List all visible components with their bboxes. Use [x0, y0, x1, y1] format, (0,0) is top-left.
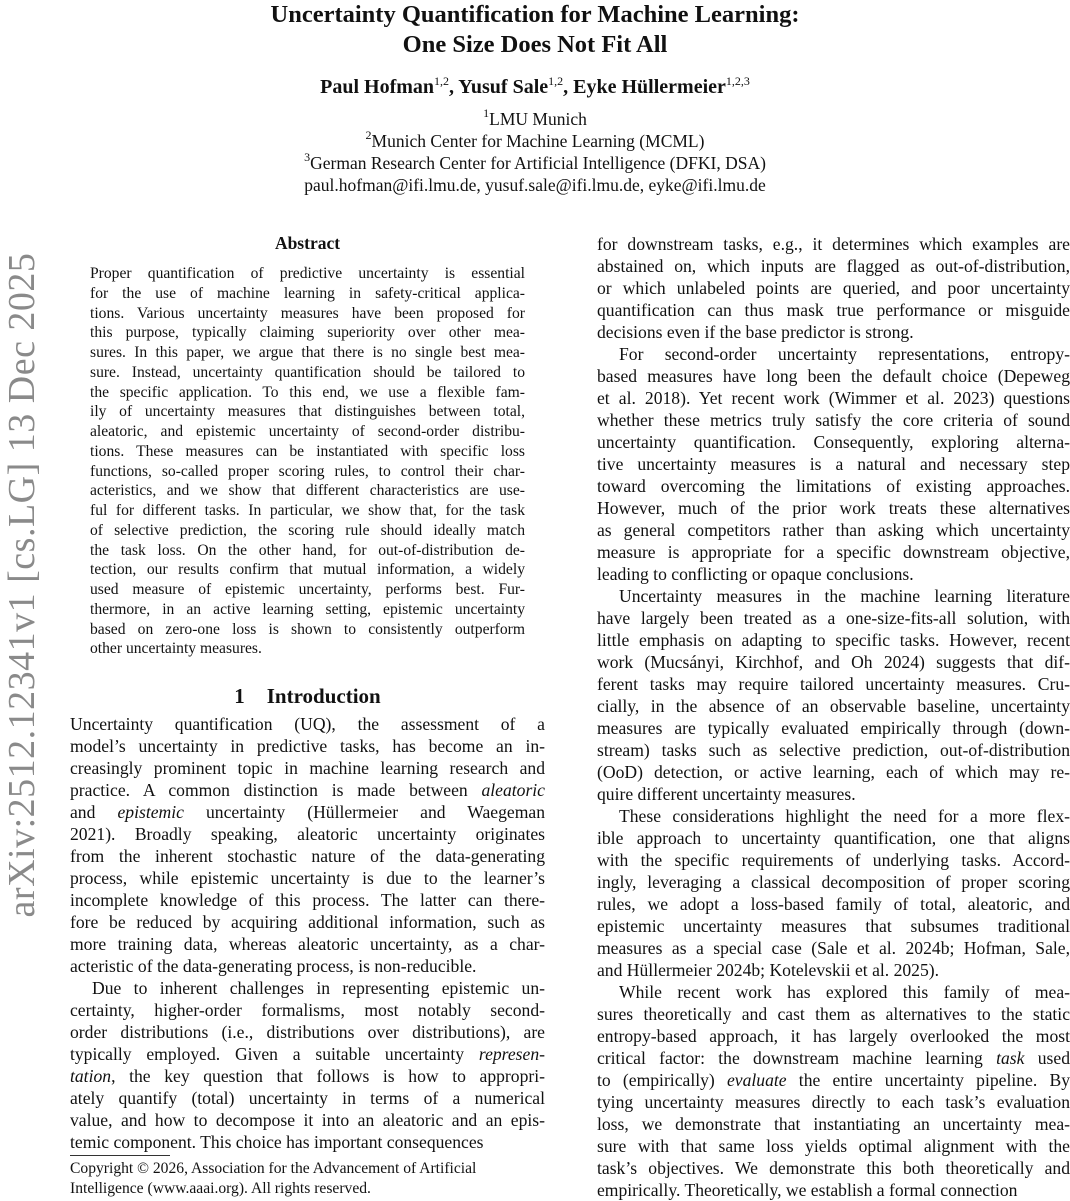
paragraph — [70, 977, 545, 1153]
text-line: the specific application. To this end, we use a flexible fam- — [90, 383, 525, 401]
footnote-rule — [70, 1155, 170, 1156]
text-line: and Hüllermeier 2024b; Kotelevskii et al. 2025). — [597, 960, 940, 980]
text-line: Uncertainty measures in the machine learning literature — [619, 586, 1070, 606]
paragraph — [597, 805, 1070, 981]
left-column-body — [70, 713, 545, 1153]
text-line: task’s objectives. We demonstrate this both theoretically and — [597, 1158, 1070, 1178]
arxiv-watermark: arXiv:2512.12341v1 [cs.LG] 13 Dec 2025 — [1, 252, 43, 918]
affiliation-mark: 2 — [365, 128, 372, 142]
text-line: tive uncertainty measures is a natural and necessary step — [597, 454, 1070, 474]
paragraph — [597, 585, 1070, 805]
emphasis: aleatoric — [481, 780, 545, 800]
text-line: based on zero-one loss is shown to consistently outperform — [90, 620, 525, 638]
author-affiliation-marks: 1,2 — [434, 74, 450, 88]
text-line: for the use of machine learning in safety-critical applica- — [90, 284, 525, 302]
affiliations — [0, 108, 1070, 196]
text-line: sures theoretically and cast them as alternatives to the static — [597, 1004, 1070, 1024]
affiliation-text: LMU Munich — [489, 109, 587, 129]
section-heading-introduction — [70, 684, 545, 709]
text-line: sures. In this paper, we argue that there is no single best mea- — [90, 344, 525, 361]
title-line-2: One Size Does Not Fit All — [402, 31, 668, 58]
text-line: entropy-based approach, it has largely overlooked the most — [597, 1026, 1070, 1046]
text-line: for downstream tasks, e.g., it determines which examples are — [597, 234, 1070, 254]
text-line: ately quantify (total) uncertainty in terms of a numerical — [70, 1088, 545, 1108]
text-line: stream) tasks such as selective prediction, out-of-distribution — [597, 740, 1070, 760]
text-line: acteristic of the data-generating process, is non-reducible. — [70, 956, 477, 976]
text-line: other uncertainty measures. — [90, 640, 262, 658]
text-line: this purpose, typically claiming superiority over other mea- — [90, 324, 525, 342]
paper-title — [0, 0, 1070, 60]
text-line: Uncertainty quantification (UQ), the assessment of a — [70, 714, 545, 734]
text-line: sure with that same loss yields optimal alignment with the — [597, 1136, 1070, 1156]
affiliation-text: German Research Center for Artificial Intelligence (DFKI, DSA) — [310, 153, 766, 173]
text-line: (OoD) detection, or active learning, each of which may re- — [597, 762, 1070, 782]
text-line: tions. These measures can be instantiated with specific loss — [90, 442, 525, 460]
text-line: Due to inherent challenges in representing epistemic un- — [92, 978, 545, 998]
text-line: abstained on, which inputs are flagged as out-of-distribution, — [597, 256, 1070, 276]
copyright-footnote — [70, 1159, 545, 1199]
affiliation — [0, 152, 1070, 174]
paragraph — [90, 264, 525, 659]
text-line: loss, we demonstrate that instantiating an uncertainty mea- — [597, 1114, 1070, 1134]
section-number: 1 — [234, 684, 245, 708]
abstract-body — [90, 264, 525, 659]
text-line: acteristics, and we show that different characteristics are use- — [90, 482, 525, 500]
emphasis: evaluate — [726, 1070, 787, 1090]
text-line: tions. Various uncertainty measures have been proposed for — [90, 304, 525, 322]
text-line: leading to conflicting or opaque conclusions. — [597, 564, 914, 584]
text-line: typically employed. Given a suitable uncertainty represen- — [70, 1044, 545, 1064]
text-line: order distributions (i.e., distributions over distributions), are — [70, 1022, 545, 1042]
paragraph — [597, 343, 1070, 585]
text-line: used measure of epistemic uncertainty, performs best. Fur- — [90, 581, 525, 598]
paragraph — [597, 233, 1070, 343]
text-line: model’s uncertainty in predictive tasks, has become an in- — [70, 736, 545, 756]
text-line: toward overcoming the limitations of existing approaches. — [597, 476, 1070, 496]
affiliation — [0, 130, 1070, 152]
affiliation-text: Munich Center for Machine Learning (MCML) — [371, 131, 705, 151]
text-line: or which unlabeled points are queried, and poor uncertainty — [597, 278, 1070, 298]
affiliation — [0, 108, 1070, 130]
author-affiliation-marks: 1,2,3 — [725, 74, 750, 88]
abstract-heading: Abstract — [274, 233, 341, 253]
affiliation-mark: 3 — [304, 150, 311, 164]
text-line: ingly, leveraging a classical decomposition of proper scoring — [597, 872, 1070, 892]
paragraph — [70, 713, 545, 977]
text-line: Proper quantification of predictive uncertainty is essential — [90, 265, 525, 282]
title-line-1: Uncertainty Quantification for Machine Learning: — [270, 1, 800, 28]
text-line: with the specific requirements of underlying tasks. Accord- — [597, 850, 1070, 870]
text-line: et al. 2018). Yet recent work (Wimmer et al. 2023) questions — [597, 388, 1070, 408]
text-line: tation, the key question that follows is how to appropri- — [70, 1066, 545, 1086]
text-line: cially, in the absence of an observable baseline, uncertainty — [597, 696, 1070, 716]
text-line: rules, we adopt a loss-based family of total, aleatoric, and — [597, 894, 1070, 914]
text-line: certainty, higher-order formalisms, most notably second- — [70, 1000, 545, 1020]
affiliation-mark: 1 — [483, 106, 490, 120]
text-line: temic component. This choice has important consequences — [70, 1132, 484, 1152]
text-line: aleatoric, and epistemic uncertainty of second-order distribu- — [90, 423, 525, 440]
text-line: uncertainty quantification. Consequently, exploring alterna- — [597, 432, 1070, 452]
text-line: However, much of the prior work treats these alternatives — [597, 498, 1070, 518]
text-line: more training data, whereas aleatoric uncertainty, as a char- — [70, 934, 545, 954]
author-name: Yusuf Sale — [458, 76, 549, 98]
text-line: creasingly prominent topic in machine learning research and — [70, 758, 545, 778]
text-line: fore be reduced by acquiring additional information, such as — [70, 912, 545, 932]
right-column-body — [597, 233, 1070, 1201]
author-name: Paul Hofman — [320, 76, 435, 98]
text-line: and epistemic uncertainty (Hüllermeier and Waegeman — [70, 802, 545, 822]
text-line: little emphasis on adapting to specific tasks. However, recent — [597, 630, 1070, 650]
text-line: While recent work has explored this family of mea- — [619, 982, 1070, 1002]
text-line: quantification can thus mask true performance or misguide — [597, 300, 1070, 320]
emphasis: tation — [70, 1066, 112, 1086]
text-line: of selective prediction, the scoring rule should ideally match — [90, 521, 525, 539]
author-list: Paul Hofman$^{1,2}$, Yusuf Sale$^{1,2}$, Eyke Hüllermeier$^{1,2,3}$ — [320, 74, 750, 98]
text-line: measure is appropriate for a specific downstream objective, — [597, 542, 1070, 562]
emphasis: epistemic — [117, 802, 184, 822]
text-line: decisions even if the base predictor is strong. — [597, 322, 914, 342]
text-line: have largely been treated as a one-size-fits-all solution, with — [597, 608, 1070, 628]
text-line: empirically. Theoretically, we establish a formal connection — [597, 1180, 1018, 1200]
text-line: thermore, in an active learning setting, epistemic uncertainty — [90, 600, 525, 618]
text-line: 2021). Broadly speaking, aleatoric uncertainty originates — [70, 824, 545, 844]
author-name: Eyke Hüllermeier — [573, 76, 726, 98]
text-line: value, and how to decompose it into an aleatoric and an epis- — [70, 1110, 545, 1130]
text-line: For second-order uncertainty representations, entropy- — [619, 344, 1070, 364]
text-line: sure. Instead, uncertainty quantification should be tailored to — [90, 363, 525, 381]
emphasis: task — [996, 1048, 1025, 1068]
author-emails: paul.hofman@ifi.lmu.de, yusuf.sale@ifi.lmu.de, eyke@ifi.lmu.de — [304, 175, 766, 195]
text-line: quire different uncertainty measures. — [597, 784, 856, 804]
text-line: practice. A common distinction is made between aleatoric — [70, 780, 545, 800]
text-line: critical factor: the downstream machine learning task used — [597, 1048, 1070, 1068]
text-line: tying uncertainty measures directly to each task’s evaluation — [597, 1092, 1070, 1112]
text-line: to (empirically) evaluate the entire uncertainty pipeline. By — [597, 1070, 1070, 1090]
text-line: These considerations highlight the need for a more flex- — [619, 806, 1070, 826]
text-line: whether these metrics truly satisfy the core criteria of sound — [597, 410, 1070, 430]
text-line: as general competitors rather than asking which uncertainty — [597, 520, 1070, 540]
text-line: functions, so-called proper scoring rules, to control their char- — [90, 462, 525, 480]
text-line: the task loss. On the other hand, for out-of-distribution de- — [90, 541, 525, 559]
text-line: work (Mucsányi, Kirchhof, and Oh 2024) suggests that dif- — [597, 652, 1070, 672]
text-line: incomplete knowledge of this process. The latter can there- — [70, 890, 545, 910]
text-line: from the inherent stochastic nature of the data-generating — [70, 846, 545, 866]
footnote-line: Intelligence (www.aaai.org). All rights reserved. — [70, 1180, 371, 1197]
text-line: based measures have long been the default choice (Depeweg — [597, 366, 1070, 386]
text-line: ful for different tasks. In particular, we show that, for the task — [90, 502, 525, 519]
text-line: tection, our results confirm that mutual information, a widely — [90, 561, 525, 579]
section-title: Introduction — [266, 684, 381, 708]
text-line: process, while epistemic uncertainty is due to the learner’s — [70, 868, 545, 888]
emphasis: represen- — [478, 1044, 545, 1064]
text-line: ible approach to uncertainty quantification, one that aligns — [597, 828, 1070, 848]
text-line: measures as a special case (Sale et al. 2024b; Hofman, Sale, — [597, 938, 1070, 958]
text-line: ferent tasks may require tailored uncertainty measures. Cru- — [597, 674, 1070, 694]
author-affiliation-marks: 1,2 — [548, 74, 564, 88]
paragraph — [597, 981, 1070, 1201]
text-line: ily of uncertainty measures that distinguishes between total, — [90, 403, 525, 421]
footnote-line: Copyright © 2026, Association for the Advancement of Artificial — [70, 1160, 477, 1177]
text-line: epistemic uncertainty measures that subsumes traditional — [597, 916, 1070, 936]
text-line: measures are typically evaluated empirically through (down- — [597, 718, 1070, 738]
